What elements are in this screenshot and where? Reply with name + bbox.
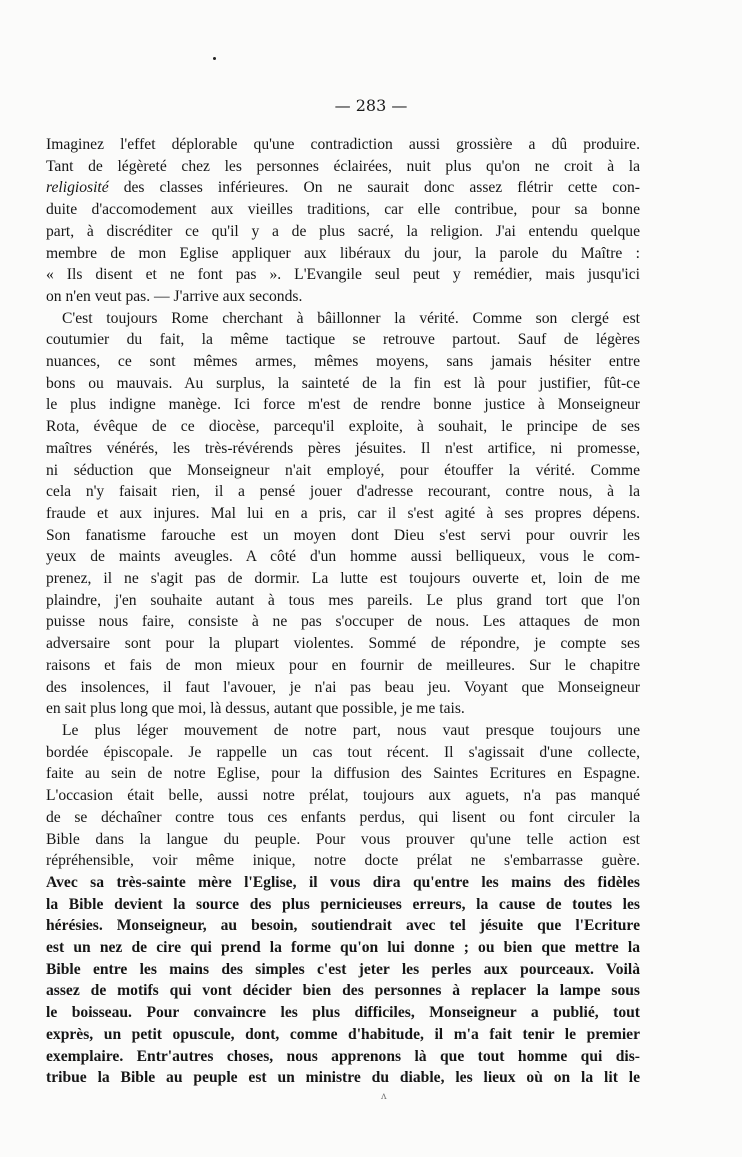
text-line: Rota, évêque de ce diocèse, parcequ'il exploite, à souhait, le principe de ses — [46, 418, 640, 436]
text-line: bordée épiscopale. Je rappelle un cas tout récent. Il s'agissait d'une collecte, — [46, 743, 640, 761]
text-line: cela n'y faisait rien, il a pensé jouer d'adresse recourant, contre nous, à la — [46, 483, 640, 501]
text-line: nuances, ce sont mêmes armes, mêmes moyens, sans jamais hésiter entre — [46, 353, 640, 371]
text-line: plaindre, j'en souhaite autant à tous mes pareils. Le plus grand tort que l'on — [46, 591, 640, 609]
text-line: Avec sa très-sainte mère l'Eglise, il vous dira qu'entre les mains des fidèles — [46, 873, 640, 891]
text-line: Son fanatisme farouche est un moyen dont Dieu s'est servi pour ouvrir les — [46, 526, 640, 544]
paragraph — [46, 720, 640, 1089]
text-line: tribue la Bible au peuple est un ministre du diable, les lieux où on la lit le — [46, 1069, 640, 1087]
text-line: Bible entre les mains des simples c'est jeter les perles aux pourceaux. Voilà — [46, 960, 640, 978]
text-line: assez de motifs qui vont décider bien des personnes à replacer la lampe sous — [46, 982, 640, 1000]
text-line: duite d'accomodement aux vieilles traditions, car elle contribue, pour sa bonne — [46, 201, 640, 219]
emphasis-word: religiosité — [46, 179, 109, 197]
text-line: yeux de maints aveugles. A côté d'un homme aussi belliqueux, vous le com- — [46, 548, 640, 566]
text-line: coutumier du fait, la même tactique se retrouve partout. Sauf de légères — [46, 331, 640, 349]
text-line: adversaire sont pour la plupart violentes. Sommé de répondre, je compte ses — [46, 635, 640, 653]
text-line: de se déchaîner contre tous ces enfants perdus, qui lisent ou font circuler la — [46, 808, 640, 826]
text-line: la Bible devient la source des plus pernicieuses erreurs, la cause de toutes les — [46, 895, 640, 913]
text-line: hérésies. Monseigneur, au besoin, soutiendrait avec tel jésuite que l'Ecriture — [46, 917, 640, 935]
text-line: le plus indigne manège. Ici force m'est de rendre bonne justice à Monseigneur — [46, 396, 640, 414]
text-line: répréhensible, voir même inique, notre docte prélat ne s'embarrasse guère. — [46, 852, 640, 870]
page-number: — 283 — — [334, 96, 408, 115]
text-line: prenez, il ne s'agit pas de dormir. La lutte est toujours ouverte et, loin de me — [46, 570, 640, 588]
text-line: Le plus léger mouvement de notre part, nous vaut presque toujours une — [62, 721, 640, 739]
text-line: raisons et fais de mon mieux pour en fournir de meilleures. Sur le chapitre — [46, 656, 640, 674]
text-line: on n'en veut pas. — J'arrive aux seconds. — [46, 287, 303, 305]
text-line: L'occasion était belle, aussi notre prélat, toujours aux aguets, n'a pas manqué — [46, 787, 640, 805]
text-line: fraude et aux injures. Mal lui en a pris, car il s'est agité à ses propres dépens. — [46, 504, 640, 522]
text-line: en sait plus long que moi, là dessus, autant que possible, je me tais. — [46, 700, 465, 718]
text-line: religiosité des classes inférieures. On ne saurait donc assez flétrir cette con- — [46, 179, 640, 197]
body-text — [46, 134, 640, 1089]
text-line: faite au sein de notre Eglise, pour la diffusion des Saintes Ecritures en Espagne. — [46, 765, 640, 783]
text-line: bons ou mauvais. Au surplus, la sainteté de la fin est là pour justifier, fût-ce — [46, 374, 640, 392]
text-line: exemplaire. Entr'autres choses, nous apprenons là que tout homme qui dis- — [46, 1047, 640, 1065]
ink-speck — [213, 57, 216, 60]
text-line: ni séduction que Monseigneur n'ait employé, pour étouffer la vérité. Comme — [46, 461, 640, 479]
text-line: exprès, un petit opuscule, dont, comme d'habitude, il m'a fait tenir le premier — [46, 1025, 640, 1043]
text-line: Imaginez l'effet déplorable qu'une contradiction aussi grossière a dû produire. — [46, 136, 640, 153]
text-line: Tant de légèreté chez les personnes éclairées, nuit plus qu'on ne croit à la — [46, 157, 640, 175]
text-line: Bible dans la langue du peuple. Pour vous prouver qu'une telle action est — [46, 830, 640, 848]
paragraph — [46, 134, 640, 308]
ink-mark: ʌ — [381, 1091, 387, 1102]
paragraph — [46, 308, 640, 720]
text-line: le boisseau. Pour convaincre les plus difficiles, Monseigneur a publié, tout — [46, 1004, 640, 1022]
text-line: « Ils disent et ne font pas ». L'Evangile seul peut y remédier, mais jusqu'ici — [46, 266, 640, 284]
text-line: maîtres vénérés, les très-révérends pères jésuites. Il n'est artifice, ni promesse, — [46, 439, 640, 457]
text-line: puisse nous faire, consiste à ne pas s'occuper de nous. Les attaques de mon — [46, 613, 640, 631]
text-line: membre de mon Eglise appliquer aux libéraux du jour, la parole du Maître : — [46, 244, 640, 262]
text-line: est un nez de cire qui prend la forme qu'on lui donne ; ou bien que mettre la — [46, 939, 640, 957]
text-line: C'est toujours Rome cherchant à bâillonner la vérité. Comme son clergé est — [62, 309, 640, 327]
text-line: des insolences, il faut l'avouer, je n'ai pas beau jeu. Voyant que Monseigneur — [46, 678, 640, 696]
text-line: part, à discréditer ce qu'il y a de plus sacré, la religion. J'ai entendu quelque — [46, 222, 640, 240]
